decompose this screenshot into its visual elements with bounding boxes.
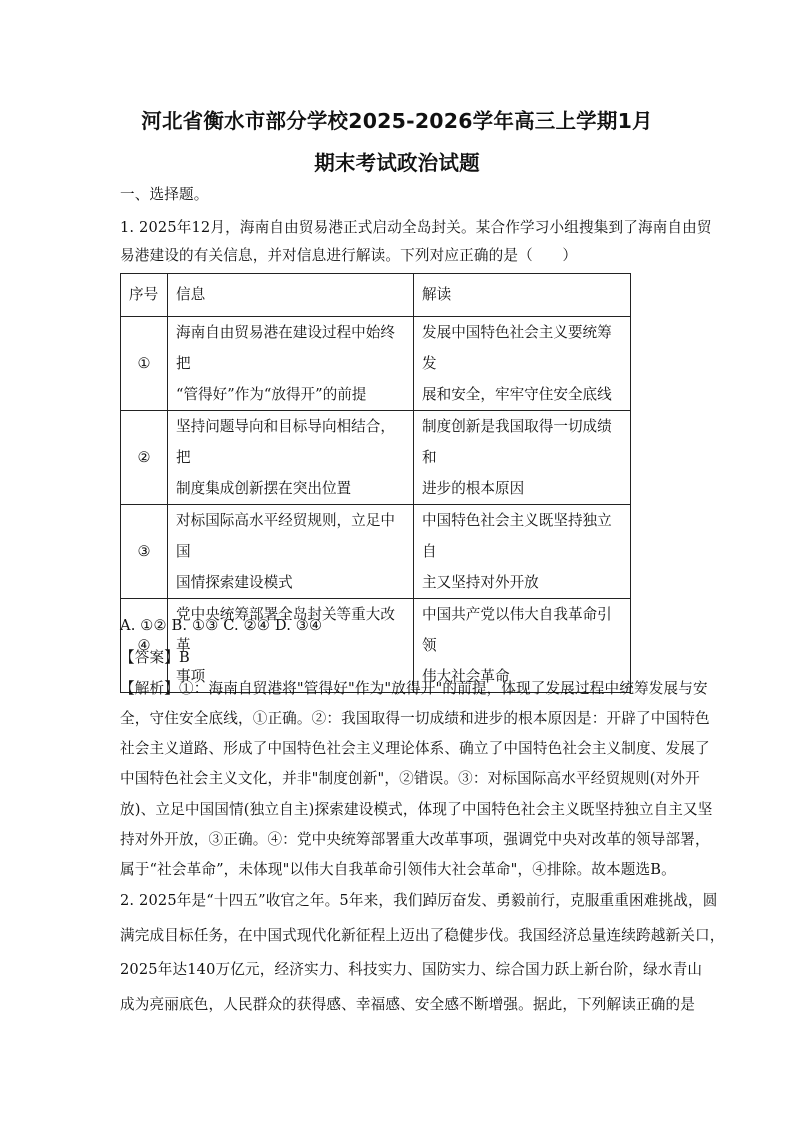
table-header-row xyxy=(121,274,631,317)
q1-analysis-line: 持对外开放，③正确。④：党中央统筹部署重大改革事项，强调党中央对改革的领导部署， xyxy=(120,831,710,848)
q1-analysis-line: 属于“社会革命”，未体现"以伟大自我革命引领伟大社会革命"，④排除。故本题选B。 xyxy=(120,861,676,878)
q2-stem-line: 2025年达140万亿元，经济实力、科技实力、国防实力、综合国力跃上新台阶，绿水青山 xyxy=(120,961,703,978)
q1-analysis-line: 全，守住安全底线，①正确。②：我国取得一切成绩和进步的根本原因是：开辟了中国特色 xyxy=(120,710,710,727)
row-info-line: 对标国际高水平经贸规则，立足中国 xyxy=(176,512,395,560)
header-reading: 解读 xyxy=(414,274,631,317)
row-info-line: 海南自由贸易港在建设过程中始终把 xyxy=(176,324,395,372)
row-reading-line: 发展中国特色社会主义要统筹发 xyxy=(422,324,612,372)
q1-analysis-line: 放)、立足中国国情(独立自主)探索建设模式，体现了中国特色社会主义既坚持独立自主又坚 xyxy=(120,801,713,818)
row-number: ③ xyxy=(121,505,168,599)
q1-stem-line-2: 易港建设的有关信息，并对信息进行解读。下列对应正确的是（ ） xyxy=(120,247,578,264)
header-info: 信息 xyxy=(168,274,414,317)
row-reading xyxy=(414,505,631,599)
row-info-line: 事项 xyxy=(176,668,206,685)
row-info xyxy=(168,317,414,411)
row-info xyxy=(168,411,414,505)
q1-answer: 【答案】B xyxy=(120,649,190,666)
row-reading-line: 展和安全，牢牢守住安全底线 xyxy=(422,386,612,403)
exam-title-line2: 期末考试政治试题 xyxy=(314,151,480,175)
row-info xyxy=(168,505,414,599)
row-reading-line: 中国特色社会主义既坚持独立自 xyxy=(422,512,612,560)
row-reading-line: 进步的根本原因 xyxy=(422,480,525,497)
row-number: ④ xyxy=(121,599,168,693)
row-info-line: 坚持问题导向和目标导向相结合，把 xyxy=(176,418,395,466)
q1-analysis-line: 【解析】①：海南自贸港将"管得好"作为"放得开"的前提，体现了发展过程中统筹发展与安 xyxy=(120,680,708,697)
q1-options: A. ①② B. ①③ C. ②④ D. ③④ xyxy=(120,617,323,634)
section-heading: 一、选择题。 xyxy=(120,186,209,203)
row-number: ① xyxy=(121,317,168,411)
row-info-line: 制度集成创新摆在突出位置 xyxy=(176,480,352,497)
table-row xyxy=(121,317,631,411)
row-reading-line: 中国共产党以伟大自我革命引领 xyxy=(422,606,612,654)
q1-analysis-line: 社会主义道路、形成了中国特色社会主义理论体系、确立了中国特色社会主义制度、发展了 xyxy=(120,740,710,757)
table-row xyxy=(121,505,631,599)
row-reading-line: 主又坚持对外开放 xyxy=(422,574,539,591)
q1-analysis-line: 中国特色社会主义文化，并非"制度创新"，②错误。③：对标国际高水平经贸规则(对外开 xyxy=(120,770,700,787)
row-info-line: “管得好”作为“放得开”的前提 xyxy=(176,386,367,403)
row-info-line: 党中央统筹部署全岛封关等重大改革 xyxy=(176,606,395,654)
row-reading-line: 伟大社会革命 xyxy=(422,668,510,685)
row-reading xyxy=(414,411,631,505)
exam-title-line1: 河北省衡水市部分学校2025-2026学年高三上学期1月 xyxy=(141,109,653,133)
row-info-line: 国情探索建设模式 xyxy=(176,574,293,591)
row-reading xyxy=(414,317,631,411)
q2-stem-line: 成为亮丽底色，人民群众的获得感、幸福感、安全感不断增强。据此，下列解读正确的是 xyxy=(120,996,696,1013)
header-number: 序号 xyxy=(121,274,168,317)
q1-stem-line-1: 1. 2025年12月，海南自由贸易港正式启动全岛封关。某合作学习小组搜集到了海南自由贸 xyxy=(120,219,712,236)
q2-stem-line: 2. 2025年是“十四五”收官之年。5年来，我们踔厉奋发、勇毅前行，克服重重困难挑战，圆 xyxy=(120,892,718,909)
q2-stem-line: 满完成目标任务，在中国式现代化新征程上迈出了稳健步伐。我国经济总量连续跨越新关口， xyxy=(120,927,725,944)
row-number: ② xyxy=(121,411,168,505)
row-reading-line: 制度创新是我国取得一切成绩和 xyxy=(422,418,612,466)
table-row xyxy=(121,411,631,505)
